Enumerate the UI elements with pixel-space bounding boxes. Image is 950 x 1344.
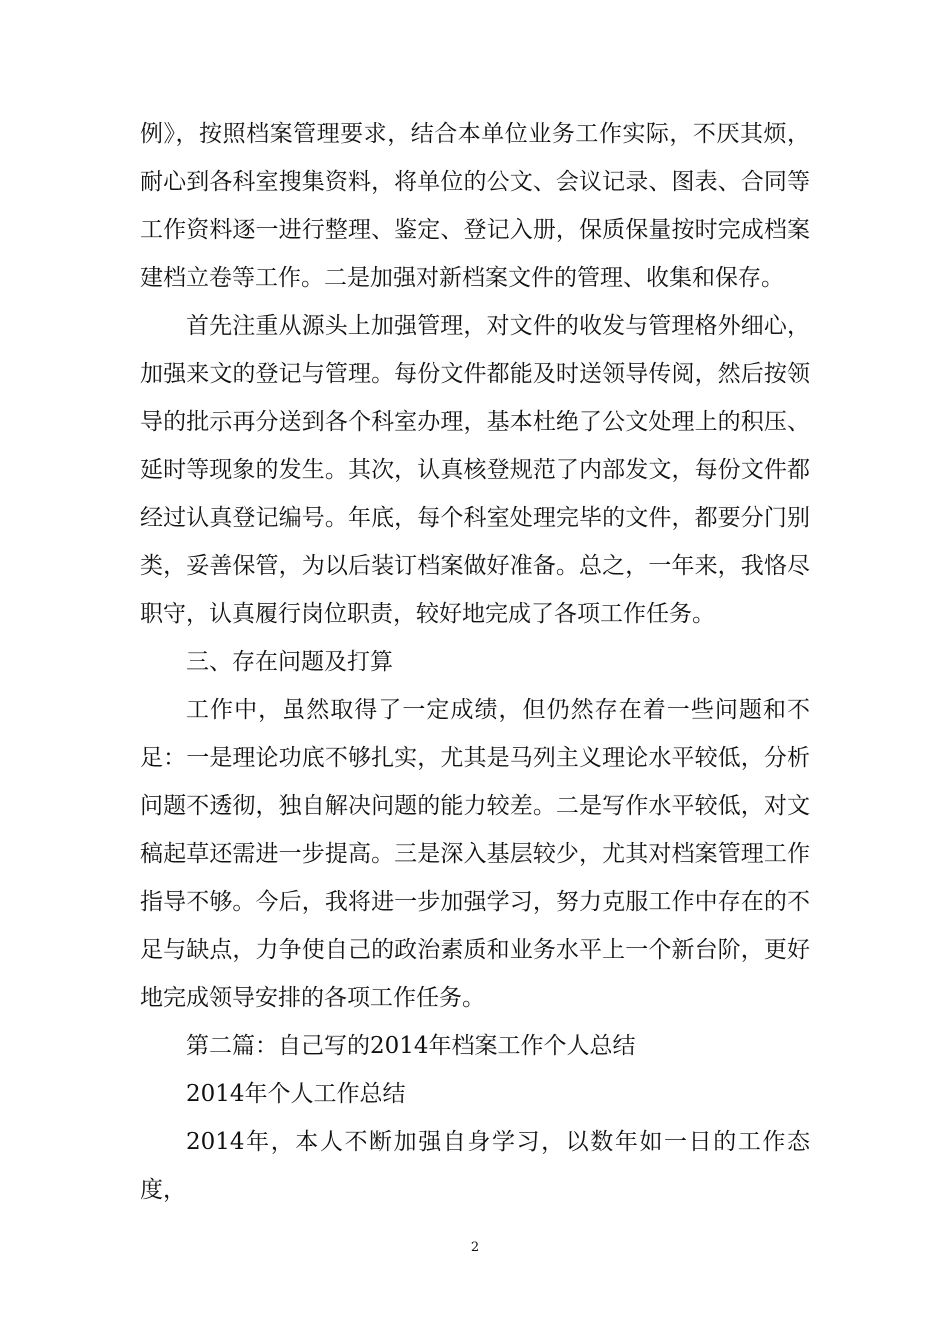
body-text bbox=[140, 110, 810, 1214]
section-heading-problems-plans: 三、存在问题及打算 bbox=[186, 649, 393, 675]
paragraph-archive-work-continued: 例》，按照档案管理要求，结合本单位业务工作实际，不厌其烦，耐心到各科室搜集资料，将单位的公文、会议记录、图表、合同等工作资料逐一进行整理、鉴定、登记入册，保质保量按时完成档案建档立卷等工作。二是加强对新档案文件的管理、收集和保存。 bbox=[140, 121, 810, 291]
paragraph-2014-opening: 2014年，本人不断加强自身学习，以数年如一日的工作态度， bbox=[140, 1129, 810, 1203]
heading-second-article: 第二篇：自己写的2014年档案工作个人总结 bbox=[186, 1033, 636, 1059]
page-number: 2 bbox=[470, 1240, 480, 1255]
paragraph-document-management: 首先注重从源头上加强管理，对文件的收发与管理格外细心，加强来文的登记与管理。每份文件都能及时送领导传阅，然后按领导的批示再分送到各个科室办理，基本杜绝了公文处理上的积压、延时等现象的发生。其次，认真核登规范了内部发文，每份文件都经过认真登记编号。年底，每个科室处理完毕的文件，都要分门别类，妥善保管，为以后装订档案做好准备。总之，一年来，我恪尽职守，认真履行岗位职责，较好地完成了各项工作任务。 bbox=[140, 313, 810, 627]
paragraph-problems-shortcomings: 工作中，虽然取得了一定成绩，但仍然存在着一些问题和不足：一是理论功底不够扎实，尤其是马列主义理论水平较低，分析问题不透彻，独自解决问题的能力较差。二是写作水平较低，对文稿起草还需进一步提高。三是深入基层较少，尤其对档案管理工作指导不够。今后，我将进一步加强学习，努力克服工作中存在的不足与缺点，力争使自己的政治素质和业务水平上一个新台阶，更好地完成领导安排的各项工作任务。 bbox=[140, 697, 810, 1011]
heading-2014-summary: 2014年个人工作总结 bbox=[186, 1081, 406, 1107]
